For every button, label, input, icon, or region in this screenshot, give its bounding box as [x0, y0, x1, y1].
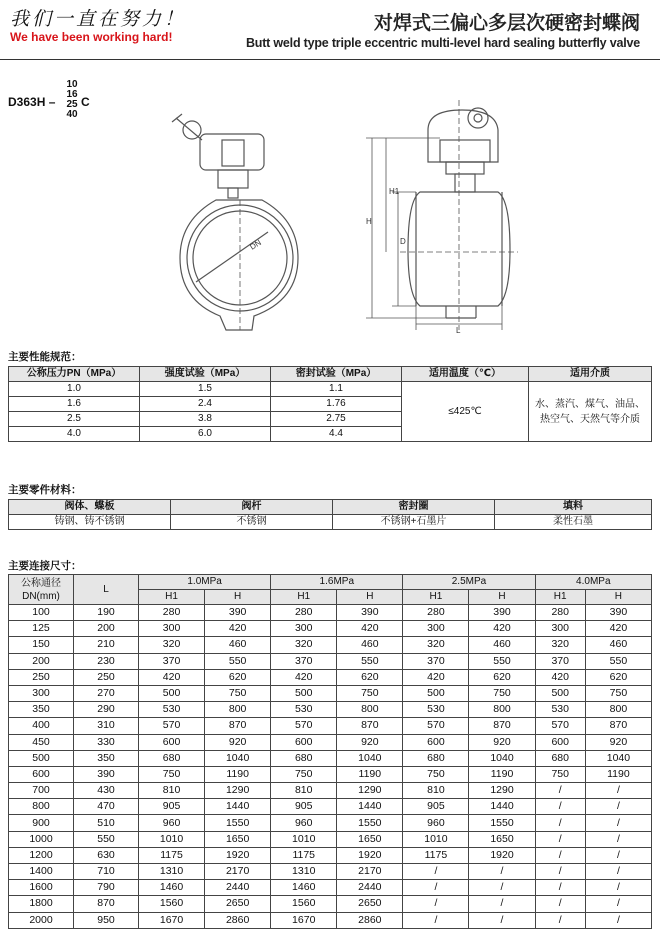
cell: /: [535, 880, 585, 896]
cell: 320: [271, 637, 337, 653]
table-row: [9, 734, 652, 750]
cell: 460: [469, 637, 535, 653]
cell: 800: [9, 799, 74, 815]
cell: 550: [74, 831, 139, 847]
cell: /: [585, 847, 651, 863]
table-row: [9, 637, 652, 653]
label-dn: DN: [248, 237, 263, 252]
cell: 1650: [337, 831, 403, 847]
cell: 905: [139, 799, 205, 815]
cell: 920: [205, 734, 271, 750]
cell: 300: [271, 621, 337, 637]
cell: 620: [337, 669, 403, 685]
cell: 870: [585, 718, 651, 734]
cell: 280: [535, 605, 585, 621]
cell: 330: [74, 734, 139, 750]
cell: 1460: [271, 880, 337, 896]
header-pn: 公称压力PN（MPa）: [9, 367, 140, 382]
cell: 2.75: [271, 412, 402, 427]
medium-cell: [529, 382, 652, 442]
cell: 600: [403, 734, 469, 750]
cell: 3.8: [140, 412, 271, 427]
cell: 550: [585, 653, 651, 669]
cell: 500: [139, 685, 205, 701]
cell: 750: [139, 766, 205, 782]
header-medium: 适用介质: [529, 367, 652, 382]
cell: 570: [403, 718, 469, 734]
cell: 800: [469, 702, 535, 718]
header-stem: 阀杆: [171, 500, 333, 515]
cell: 1290: [205, 783, 271, 799]
cell: 1440: [469, 799, 535, 815]
table-row: [9, 912, 652, 928]
cell: 810: [403, 783, 469, 799]
cell: 620: [585, 669, 651, 685]
cell: /: [469, 880, 535, 896]
cell: 1200: [9, 847, 74, 863]
model-pressure: 16: [66, 89, 78, 100]
header-h1: H1: [403, 590, 469, 605]
cell: 250: [74, 669, 139, 685]
cell: 1175: [139, 847, 205, 863]
cell: 1600: [9, 880, 74, 896]
cell: /: [535, 847, 585, 863]
cell: 530: [271, 702, 337, 718]
cell: 1440: [337, 799, 403, 815]
cell: 1040: [585, 750, 651, 766]
cell: 2.5: [9, 412, 140, 427]
cell: 2000: [9, 912, 74, 928]
cell: 1650: [205, 831, 271, 847]
cell: 870: [74, 896, 139, 912]
cell: 1560: [271, 896, 337, 912]
cell: 460: [337, 637, 403, 653]
cell: 420: [271, 669, 337, 685]
header-seal: 密封试验（MPa）: [271, 367, 402, 382]
cell: 1.0: [9, 382, 140, 397]
cell: 2650: [337, 896, 403, 912]
model-suffix: C: [81, 95, 90, 109]
cell: 390: [205, 605, 271, 621]
cell: 550: [469, 653, 535, 669]
cell: 920: [337, 734, 403, 750]
cell: /: [535, 783, 585, 799]
header-h1: H1: [271, 590, 337, 605]
cell: 1650: [469, 831, 535, 847]
cell: 1920: [337, 847, 403, 863]
header-dn: [9, 575, 74, 605]
cell: 420: [469, 621, 535, 637]
cell: 1040: [469, 750, 535, 766]
cell: 370: [271, 653, 337, 669]
cell: 1920: [205, 847, 271, 863]
cell: 750: [585, 685, 651, 701]
cell: 280: [271, 605, 337, 621]
label-h: H: [366, 217, 372, 226]
cell: 150: [9, 637, 74, 653]
cell: /: [469, 912, 535, 928]
header-h: H: [205, 590, 271, 605]
cell: /: [403, 896, 469, 912]
cell: 680: [139, 750, 205, 766]
header-pressure-group: 1.0MPa: [139, 575, 271, 590]
table-row: [9, 685, 652, 701]
table-row: [9, 702, 652, 718]
cell: 280: [403, 605, 469, 621]
cell: 320: [139, 637, 205, 653]
cell: 300: [9, 685, 74, 701]
cell: 2860: [205, 912, 271, 928]
cell: 1400: [9, 864, 74, 880]
cell: 500: [9, 750, 74, 766]
cell: /: [585, 815, 651, 831]
cell: 920: [469, 734, 535, 750]
table-row: [9, 653, 652, 669]
cell: 680: [271, 750, 337, 766]
header-divider: [0, 59, 660, 60]
cell: 1560: [139, 896, 205, 912]
cell: /: [535, 815, 585, 831]
cell: /: [585, 880, 651, 896]
table-row: [9, 669, 652, 685]
cell: 420: [535, 669, 585, 685]
cell: 960: [139, 815, 205, 831]
table-row: [9, 799, 652, 815]
cell: 510: [74, 815, 139, 831]
model-pressure: 10: [66, 79, 78, 90]
cell: 1040: [205, 750, 271, 766]
cell: 420: [205, 621, 271, 637]
header-pressure-group: 1.6MPa: [271, 575, 403, 590]
cell: 不锈钢: [171, 515, 333, 530]
cell: 1190: [585, 766, 651, 782]
cell: 210: [74, 637, 139, 653]
cell: 800: [205, 702, 271, 718]
table-row: [9, 831, 652, 847]
cell: /: [469, 896, 535, 912]
cell: 570: [271, 718, 337, 734]
cell: 300: [139, 621, 205, 637]
temperature-cell: ≤425℃: [402, 382, 529, 442]
cell: 460: [205, 637, 271, 653]
cell: /: [535, 912, 585, 928]
front-view: [172, 114, 298, 330]
cell: 750: [205, 685, 271, 701]
cell: /: [585, 799, 651, 815]
cell: /: [403, 864, 469, 880]
cell: 230: [74, 653, 139, 669]
cell: 620: [469, 669, 535, 685]
cell: 125: [9, 621, 74, 637]
cell: 2440: [337, 880, 403, 896]
cell: 280: [139, 605, 205, 621]
cell: 350: [9, 702, 74, 718]
cell: 350: [74, 750, 139, 766]
cell: 1460: [139, 880, 205, 896]
cell: 1.1: [271, 382, 402, 397]
table-row: [9, 864, 652, 880]
cell: 1310: [271, 864, 337, 880]
medium-line: 热空气、天然气等介质: [540, 413, 640, 425]
table-row: [9, 815, 652, 831]
cell: 1040: [337, 750, 403, 766]
cell: 1670: [139, 912, 205, 928]
cell: 6.0: [140, 427, 271, 442]
cell: 1010: [139, 831, 205, 847]
cell: 1.5: [140, 382, 271, 397]
cell: 290: [74, 702, 139, 718]
cell: 800: [585, 702, 651, 718]
cell: /: [585, 864, 651, 880]
cell: 750: [469, 685, 535, 701]
cell: 630: [74, 847, 139, 863]
materials-table: [8, 499, 652, 530]
cell: 420: [139, 669, 205, 685]
cell: 1175: [271, 847, 337, 863]
cell: 430: [74, 783, 139, 799]
header-strength: 强度试验（MPa）: [140, 367, 271, 382]
label-d: D: [400, 237, 406, 246]
cell: 810: [139, 783, 205, 799]
cell: 100: [9, 605, 74, 621]
cell: 450: [9, 734, 74, 750]
cell: 390: [469, 605, 535, 621]
cell: 750: [337, 685, 403, 701]
cell: 400: [9, 718, 74, 734]
cell: /: [585, 783, 651, 799]
cell: /: [535, 864, 585, 880]
cell: 680: [535, 750, 585, 766]
cell: 1.76: [271, 397, 402, 412]
cell: 570: [535, 718, 585, 734]
cell: 2860: [337, 912, 403, 928]
cell: 550: [205, 653, 271, 669]
cell: 750: [271, 766, 337, 782]
cell: 1010: [271, 831, 337, 847]
cell: 960: [271, 815, 337, 831]
label-l: L: [456, 326, 461, 335]
cell: 1550: [205, 815, 271, 831]
cell: 370: [535, 653, 585, 669]
header-h: H: [585, 590, 651, 605]
cell: 420: [403, 669, 469, 685]
cell: 1550: [337, 815, 403, 831]
cell: 680: [403, 750, 469, 766]
cell: 320: [403, 637, 469, 653]
cell: 1670: [271, 912, 337, 928]
cell: 1.6: [9, 397, 140, 412]
cell: 800: [337, 702, 403, 718]
cell: 390: [585, 605, 651, 621]
cell: 1190: [337, 766, 403, 782]
table-row: [9, 382, 652, 397]
cell: 200: [9, 653, 74, 669]
table-row: [9, 605, 652, 621]
cell: 铸钢、铸不锈钢: [9, 515, 171, 530]
medium-line: 水、蒸汽、煤气、油品、: [535, 398, 645, 410]
dimensions-table: [8, 574, 652, 929]
cell: 460: [585, 637, 651, 653]
cell: 700: [9, 783, 74, 799]
cell: /: [535, 799, 585, 815]
dimension-lines: [366, 138, 502, 330]
cell: 530: [139, 702, 205, 718]
model-pressure: 25: [66, 99, 78, 110]
cell: 710: [74, 864, 139, 880]
cell: 600: [9, 766, 74, 782]
cell: 370: [139, 653, 205, 669]
table-row: [9, 515, 652, 530]
model-pressure: 40: [66, 109, 78, 120]
cell: 1175: [403, 847, 469, 863]
cell: 1190: [469, 766, 535, 782]
cell: 1800: [9, 896, 74, 912]
header-pressure-group: 4.0MPa: [535, 575, 651, 590]
cell: /: [585, 912, 651, 928]
dimensions-body: [9, 605, 652, 929]
cell: 470: [74, 799, 139, 815]
cell: /: [403, 912, 469, 928]
table-row: [9, 847, 652, 863]
cell: /: [535, 896, 585, 912]
header-temperature: 适用温度（℃）: [402, 367, 529, 382]
header-h1: H1: [535, 590, 585, 605]
cell: 370: [403, 653, 469, 669]
table-row: [9, 621, 652, 637]
cell: 2440: [205, 880, 271, 896]
cell: 200: [74, 621, 139, 637]
cell: 870: [205, 718, 271, 734]
product-title-english: Butt weld type triple eccentric multi-level hard sealing butterfly valve: [245, 36, 640, 50]
table-row: [9, 783, 652, 799]
cell: 530: [403, 702, 469, 718]
cell: 2.4: [140, 397, 271, 412]
cell: 870: [337, 718, 403, 734]
cell: 960: [403, 815, 469, 831]
cell: 905: [403, 799, 469, 815]
valve-technical-drawing: [0, 100, 660, 340]
cell: 270: [74, 685, 139, 701]
header-pressure-group: 2.5MPa: [403, 575, 535, 590]
cell: 600: [271, 734, 337, 750]
cell: 310: [74, 718, 139, 734]
cell: /: [585, 896, 651, 912]
cell: 950: [74, 912, 139, 928]
cell: /: [585, 831, 651, 847]
cell: 750: [535, 766, 585, 782]
cell: 1000: [9, 831, 74, 847]
header-h: H: [337, 590, 403, 605]
cell: 1310: [139, 864, 205, 880]
cell: 500: [535, 685, 585, 701]
cell: 2170: [205, 864, 271, 880]
cell: 1290: [469, 783, 535, 799]
model-code: D363H –: [8, 95, 56, 109]
table-row: [9, 750, 652, 766]
cell: 390: [74, 766, 139, 782]
cell: 920: [585, 734, 651, 750]
cell: 870: [469, 718, 535, 734]
cell: 600: [535, 734, 585, 750]
table-row: [9, 766, 652, 782]
cell: 620: [205, 669, 271, 685]
cell: 420: [337, 621, 403, 637]
header-body-disc: 阀体、蝶板: [9, 500, 171, 515]
cell: 790: [74, 880, 139, 896]
slogan-english: We have been working hard!: [10, 30, 173, 44]
product-title-chinese: 对焊式三偏心多层次硬密封蝶阀: [373, 13, 640, 34]
cell: 1440: [205, 799, 271, 815]
cell: 905: [271, 799, 337, 815]
cell: 600: [139, 734, 205, 750]
cell: 1190: [205, 766, 271, 782]
header-seal-ring: 密封圈: [333, 500, 495, 515]
cell: /: [535, 831, 585, 847]
cell: 4.0: [9, 427, 140, 442]
cell: 750: [403, 766, 469, 782]
materials-title: 主要零件材料：: [8, 484, 82, 496]
cell: 1290: [337, 783, 403, 799]
dimensions-title: 主要连接尺寸：: [8, 560, 82, 572]
cell: 550: [337, 653, 403, 669]
cell: 1010: [403, 831, 469, 847]
cell: 250: [9, 669, 74, 685]
label-h1: H1: [389, 187, 400, 196]
cell: 530: [535, 702, 585, 718]
header-h1: H1: [139, 590, 205, 605]
cell: /: [403, 880, 469, 896]
header-h: H: [469, 590, 535, 605]
cell: 300: [403, 621, 469, 637]
header-dn-line: 公称通径: [21, 577, 61, 589]
header-dn-line: DN(mm): [22, 590, 60, 602]
cell: 2170: [337, 864, 403, 880]
cell: 4.4: [271, 427, 402, 442]
cell: 300: [535, 621, 585, 637]
cell: 500: [271, 685, 337, 701]
header-packing: 填料: [495, 500, 652, 515]
cell: 1550: [469, 815, 535, 831]
cell: 900: [9, 815, 74, 831]
cell: 810: [271, 783, 337, 799]
cell: 420: [585, 621, 651, 637]
performance-title: 主要性能规范：: [8, 351, 82, 363]
cell: 不锈钢+石墨片: [333, 515, 495, 530]
cell: 320: [535, 637, 585, 653]
cell: /: [469, 864, 535, 880]
cell: 1920: [469, 847, 535, 863]
cell: 柔性石墨: [495, 515, 652, 530]
performance-table: [8, 366, 652, 442]
cell: 190: [74, 605, 139, 621]
cell: 570: [139, 718, 205, 734]
cell: 390: [337, 605, 403, 621]
cell: 500: [403, 685, 469, 701]
table-row: [9, 718, 652, 734]
slogan-chinese: 我们一直在努力！: [10, 8, 187, 30]
table-row: [9, 896, 652, 912]
side-view: [400, 100, 518, 330]
header-l: L: [74, 575, 139, 605]
table-row: [9, 880, 652, 896]
cell: 2650: [205, 896, 271, 912]
